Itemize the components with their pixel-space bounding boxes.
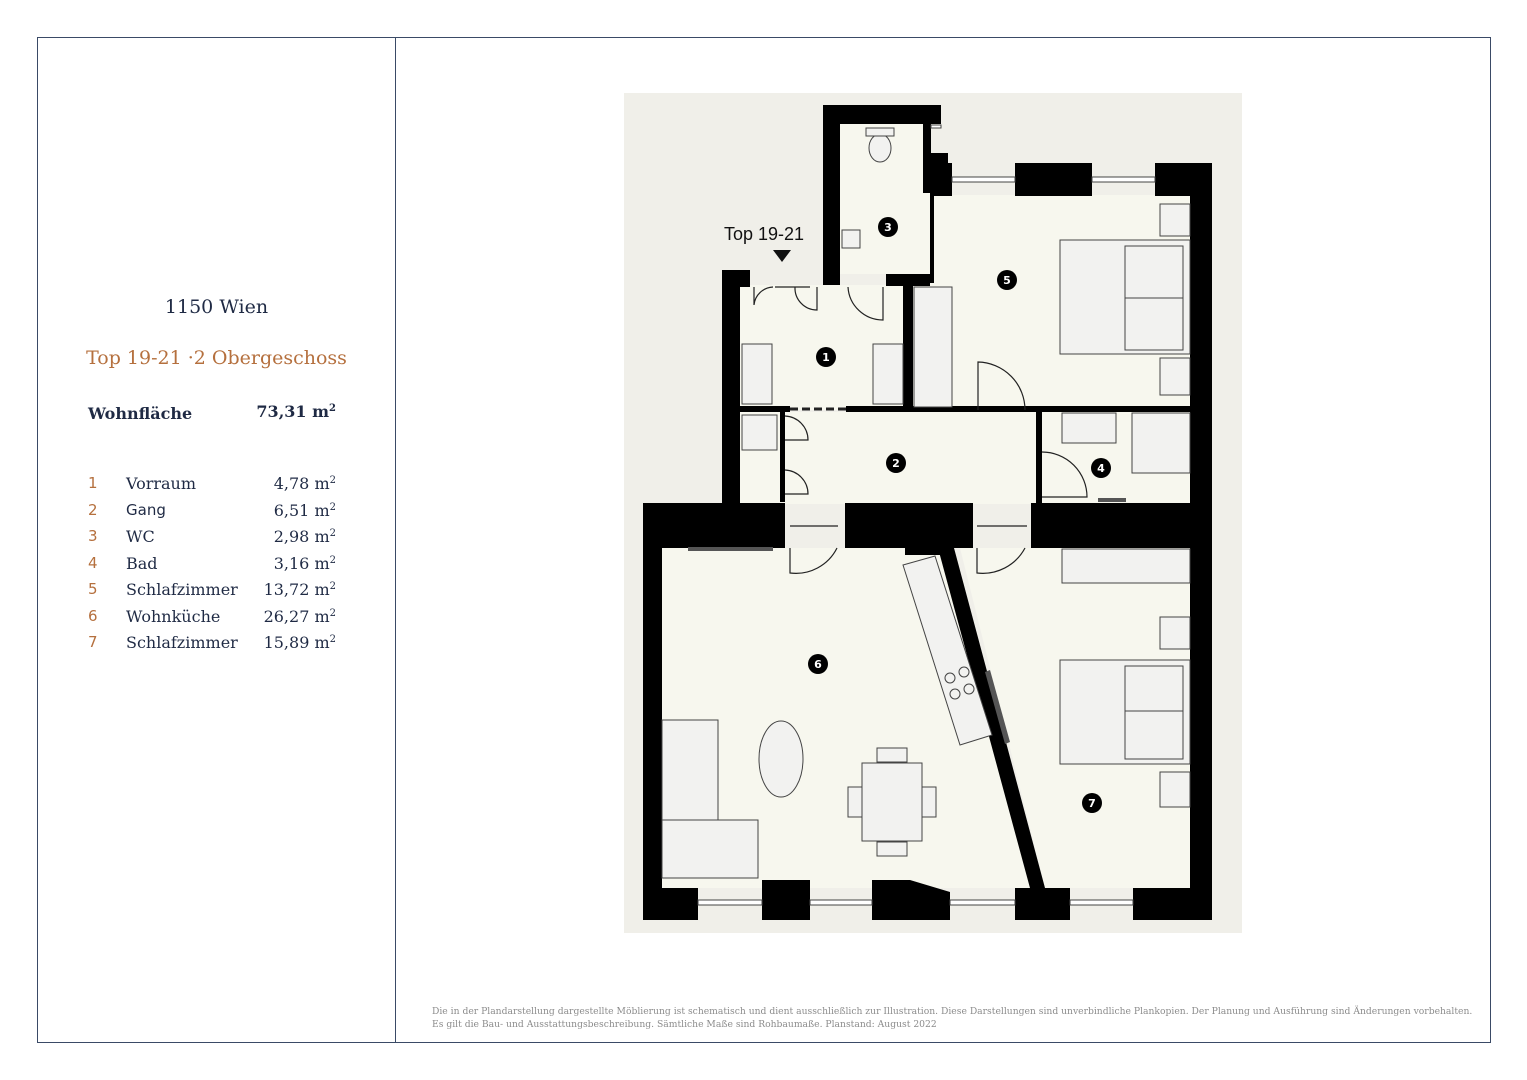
window xyxy=(1070,900,1133,905)
svg-text:4: 4 xyxy=(1097,462,1105,475)
room-marker xyxy=(1091,458,1111,478)
wall xyxy=(1015,888,1070,920)
living-area-value: 73,31 $m^2$ xyxy=(256,402,336,421)
room-area: 6,51 $m^2$ xyxy=(273,500,336,520)
room-area: 3,16 $m^2$ xyxy=(273,553,336,573)
radiator-icon xyxy=(1098,498,1126,502)
toilet-icon xyxy=(869,134,891,162)
cabinet-icon xyxy=(873,344,903,404)
window xyxy=(1092,177,1155,182)
wardrobe-icon xyxy=(914,287,952,407)
nightstand-icon xyxy=(1160,772,1190,807)
room-name: Schlafzimmer xyxy=(126,580,238,599)
room-name: Gang xyxy=(126,500,166,519)
room-area: 26,27 $m^2$ xyxy=(263,606,336,626)
chair-icon xyxy=(877,842,907,856)
room-number: 4 xyxy=(88,553,98,572)
window xyxy=(931,125,941,128)
room-marker xyxy=(878,217,898,237)
room-row xyxy=(38,554,395,580)
sofa-chaise-icon xyxy=(662,820,758,878)
shower-icon xyxy=(1132,413,1190,473)
room-number: 5 xyxy=(88,580,98,598)
unit-title: Top 19-21 ·2 Obergeschoss xyxy=(86,347,347,369)
coffee-table-icon xyxy=(759,721,803,797)
bathroom-sink-icon xyxy=(1062,413,1116,443)
room-area: 4,78 $m^2$ xyxy=(273,474,336,493)
room-row xyxy=(38,501,395,527)
svg-text:5: 5 xyxy=(1003,274,1011,287)
wall xyxy=(1031,503,1212,548)
wall xyxy=(643,888,698,920)
wardrobe-icon xyxy=(1062,549,1190,583)
room-number: 7 xyxy=(88,633,98,651)
wall xyxy=(930,163,952,196)
svg-text:7: 7 xyxy=(1088,797,1096,810)
room-name: WC xyxy=(126,527,155,546)
nightstand-icon xyxy=(1160,358,1190,395)
room-row xyxy=(38,607,395,633)
pillow-icon xyxy=(1125,666,1183,711)
window xyxy=(952,177,1015,182)
wall xyxy=(1036,410,1042,505)
chair-icon xyxy=(922,787,936,817)
pillow-icon xyxy=(1125,246,1183,298)
svg-text:2: 2 xyxy=(892,457,900,470)
washing-machine-icon xyxy=(742,415,777,450)
room-marker xyxy=(886,453,906,473)
nightstand-icon xyxy=(1160,204,1190,236)
entrance-label: Top 19-21 xyxy=(724,224,805,244)
room-name: Wohnküche xyxy=(126,606,221,626)
room-row xyxy=(38,527,395,553)
room-name: Bad xyxy=(126,553,158,573)
room-number: 6 xyxy=(88,606,98,625)
chair-icon xyxy=(848,787,862,817)
wall xyxy=(740,406,790,412)
dining-table-icon xyxy=(862,763,922,841)
chair-icon xyxy=(877,748,907,762)
room-row xyxy=(38,580,395,606)
wall xyxy=(780,412,785,502)
room-marker xyxy=(1082,793,1102,813)
floor-plan xyxy=(624,93,1242,933)
pillow-icon xyxy=(1125,298,1183,350)
room-marker xyxy=(997,270,1017,290)
nightstand-icon xyxy=(1160,617,1190,649)
toilet-tank-icon xyxy=(866,128,894,136)
svg-text:3: 3 xyxy=(884,221,892,234)
info-panel xyxy=(38,38,395,1042)
wall xyxy=(1015,163,1092,196)
room-row xyxy=(38,474,395,500)
room-marker xyxy=(808,654,828,674)
room-number: 2 xyxy=(88,500,98,519)
wall xyxy=(923,124,931,154)
wall xyxy=(823,105,941,124)
room-area: 15,89 $m^2$ xyxy=(263,633,336,652)
cabinet-icon xyxy=(742,344,772,404)
disclaimer-line: Die in der Plandarstellung dargestellte Möblierung ist schematisch und dient ausschließlich zur Illustration. Diese Darstellungen sind unverbindliche Plankopien. Der Planung und Ausführung sind Änderungen vorbehalten. xyxy=(432,1006,1473,1017)
wall xyxy=(643,503,662,920)
wall xyxy=(762,880,810,920)
sink-icon xyxy=(842,230,860,248)
room-name: Vorraum xyxy=(126,474,197,493)
room-area: 13,72 $m^2$ xyxy=(263,580,336,599)
wall xyxy=(823,105,840,285)
pillow-icon xyxy=(1125,711,1183,759)
wall xyxy=(846,406,1192,412)
wall xyxy=(643,503,785,548)
radiator-icon xyxy=(688,547,773,551)
room-number: 3 xyxy=(88,527,98,545)
wall xyxy=(1133,888,1212,920)
svg-text:1: 1 xyxy=(822,351,830,364)
room-marker xyxy=(816,347,836,367)
window xyxy=(698,900,762,905)
wall xyxy=(722,270,740,510)
living-area-label: Wohnfläche xyxy=(88,404,193,423)
room-row xyxy=(38,633,395,659)
panel-divider xyxy=(395,37,396,1043)
svg-text:6: 6 xyxy=(814,658,822,671)
wall xyxy=(903,274,913,410)
room-area: 2,98 $m^2$ xyxy=(273,527,336,546)
room-number: 1 xyxy=(88,474,98,492)
room-name: Schlafzimmer xyxy=(126,633,238,652)
wall xyxy=(845,503,973,548)
city-title: 1150 Wien xyxy=(164,296,269,318)
disclaimer xyxy=(432,1005,1472,1031)
disclaimer-line: Es gilt die Bau- und Ausstattungsbeschreibung. Sämtliche Maße sind Rohbaumaße. Planstand: August 2022 xyxy=(432,1019,937,1030)
window xyxy=(950,900,1015,905)
window xyxy=(810,900,872,905)
